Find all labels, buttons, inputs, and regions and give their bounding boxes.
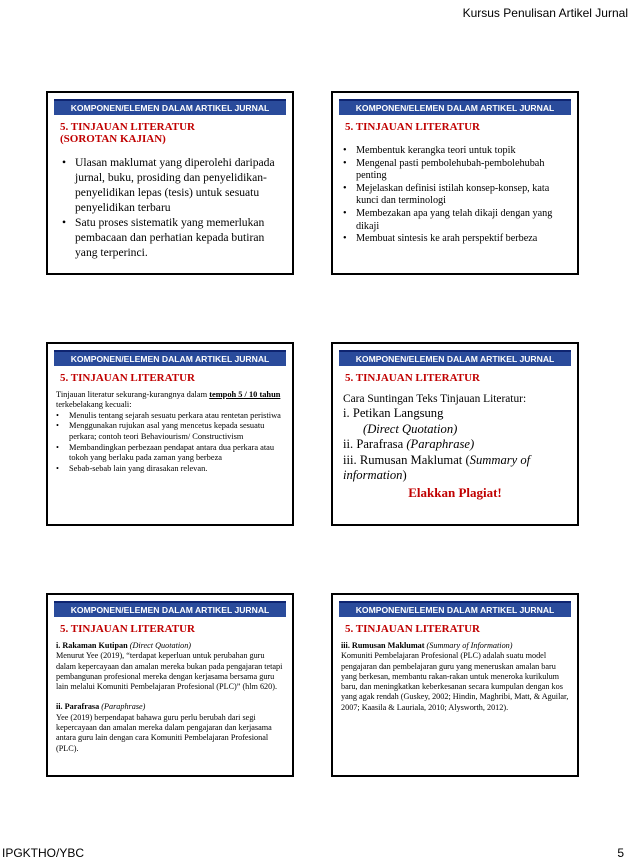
list-italic: Summary of information (343, 452, 531, 482)
slide-body (56, 641, 286, 754)
bullet-item: • Menggunakan rujukan asal yang mencetus kepada sesuatu perkara; contoh teori Behaviourism/ Constructivism (56, 421, 286, 442)
list-text: Petikan Langsung (352, 406, 444, 420)
list-number: ii. (343, 437, 354, 451)
slide-title: 5. TINJAUAN LITERATUR (345, 121, 480, 133)
slide-body (341, 641, 571, 713)
bullet-list (343, 145, 571, 246)
section-heading (56, 641, 286, 651)
bullet-item: • Membuat sintesis ke arah perspektif berbeza (343, 233, 571, 246)
slide-4 (331, 342, 579, 526)
list-tail: ) (402, 468, 407, 482)
intro-text-a: Tinjauan literatur sekurang-kurangnya dalam (56, 390, 210, 399)
slide-title: 5. TINJAUAN LITERATUR (60, 372, 195, 384)
slide-title: 5. TINJAUAN LITERATUR (345, 623, 480, 635)
slide-title (60, 121, 292, 145)
list-number: i. (343, 406, 350, 420)
bullet-item: • Sebab-sebab lain yang dirasakan relevan. (56, 464, 286, 475)
bullet-item: • Ulasan maklumat yang diperolehi daripada jurnal, buku, prosiding dan penyelidikan-penyelidikan lepas (tesis) untuk sesuatu penyelidikan terbaru (62, 155, 284, 215)
lead-text: Cara Suntingan Teks Tinjauan Literatur: (343, 393, 527, 405)
slide-6 (331, 593, 579, 777)
bullet-item: • Satu proses sistematik yang memerlukan pembacaan dan perhatian kepada butiran yang terperinci. (62, 215, 284, 260)
section-heading-bold: ii. Parafrasa (56, 702, 100, 712)
intro-text-b: terkebelakang kecuali: (56, 400, 132, 410)
slide-3 (46, 342, 294, 526)
slide-1 (46, 91, 294, 275)
bullet-item: • Membandingkan perbezaan pendapat antara dua perkara atau tokoh yang berlaku pada zaman yang berbeza (56, 443, 286, 464)
section-heading-bold: iii. Rumusan Maklumat (341, 641, 425, 650)
section-heading-italic: (Summary of Information) (424, 641, 513, 650)
bullet-list (62, 155, 284, 260)
paragraph: Komuniti Pembelajaran Profesional (PLC) adalah suatu model pengajaran dan pembelajaran guru yang meneruskan amalan baru yang berkesan, membantu rakan-rakan untuk meneroka kurikulum baru, dan meningkatkan keberkesanan secara kumpulan dengan kos yang agak rendah (Guskey, 2002; Hindin, Maghribi, Matt, & Aguilar, 2007; Kaasila & Lauriala, 2010; Alysworth, 2012). (341, 651, 569, 712)
warning-text: Elakkan Plagiat! (408, 484, 502, 500)
slide-5 (46, 593, 294, 777)
list-italic: (Paraphrase) (406, 437, 475, 451)
section-heading (56, 702, 286, 712)
list-text: Rumusan Maklumat ( (359, 452, 470, 467)
slide-title: 5. TINJAUAN LITERATUR (345, 372, 480, 384)
intro-text-underlined: tempoh 5 / 10 tahun (209, 390, 281, 399)
bullet-item: • Membentuk kerangka teori untuk topik (343, 145, 571, 158)
slide-header-bar: KOMPONEN/ELEMEN DALAM ARTIKEL JURNAL (54, 350, 286, 366)
slide-title-line1: 5. TINJAUAN LITERATUR (60, 121, 195, 133)
intro-text (56, 390, 286, 411)
slide-2 (331, 91, 579, 275)
section-heading (341, 641, 571, 651)
footer-label: IPGKTHO/YBC (2, 846, 85, 860)
slide-header-bar: KOMPONEN/ELEMEN DALAM ARTIKEL JURNAL (339, 601, 571, 617)
page-number: 5 (617, 846, 624, 860)
list-number: iii. (343, 452, 357, 467)
slide-header-bar: KOMPONEN/ELEMEN DALAM ARTIKEL JURNAL (339, 99, 571, 115)
paragraph: Menurut Yee (2019), “terdapat keperluan untuk perubahan guru dalam kepercayaan dan amalan mereka bukan pada pengajaran tetapi pembangunan profesional mereka dengan kerjasama bersama guru lain melalui Komuniti Pembelajaran Profesional (PLC)” (hlm 620). (56, 651, 283, 692)
slide-header-bar: KOMPONEN/ELEMEN DALAM ARTIKEL JURNAL (54, 601, 286, 617)
bullet-item: • Mengenal pasti pembolehubah-pembolehubah penting (343, 158, 571, 183)
bullet-item: • Mejelaskan definisi istilah konsep-konsep, kata kunci dan terminologi (343, 183, 571, 208)
paragraph: Yee (2019) berpendapat bahawa guru perlu berubah dari segi kepercayaan dan amalan mereka dalam pengajaran dan kerjasama antara guru lain dengan cara Komuniti Pembelajaran Profesional (PLC). (56, 712, 272, 753)
list-item (343, 406, 577, 437)
slide-header-bar: KOMPONEN/ELEMEN DALAM ARTIKEL JURNAL (339, 350, 571, 366)
list-item (343, 437, 577, 453)
bullet-item: • Menulis tentang sejarah sesuatu perkara atau rentetan peristiwa (56, 411, 286, 422)
bullet-list (56, 411, 286, 475)
list-item (343, 453, 577, 484)
page-header-title: Kursus Penulisan Artikel Jurnal (462, 6, 628, 20)
bullet-item: • Membezakan apa yang telah dikaji dengan yang dikaji (343, 208, 571, 233)
slide-title: 5. TINJAUAN LITERATUR (60, 623, 195, 635)
list-italic: (Direct Quotation) (363, 421, 458, 436)
list-text: Parafrasa (356, 437, 407, 451)
section-heading-italic: (Paraphrase) (99, 702, 146, 712)
slide-title-line2: (SOROTAN KAJIAN) (60, 133, 166, 145)
section-heading-bold: i. Rakaman Kutipan (56, 641, 128, 650)
slide-header-bar: KOMPONEN/ELEMEN DALAM ARTIKEL JURNAL (54, 99, 286, 115)
section-heading-italic: (Direct Quotation) (127, 641, 192, 650)
